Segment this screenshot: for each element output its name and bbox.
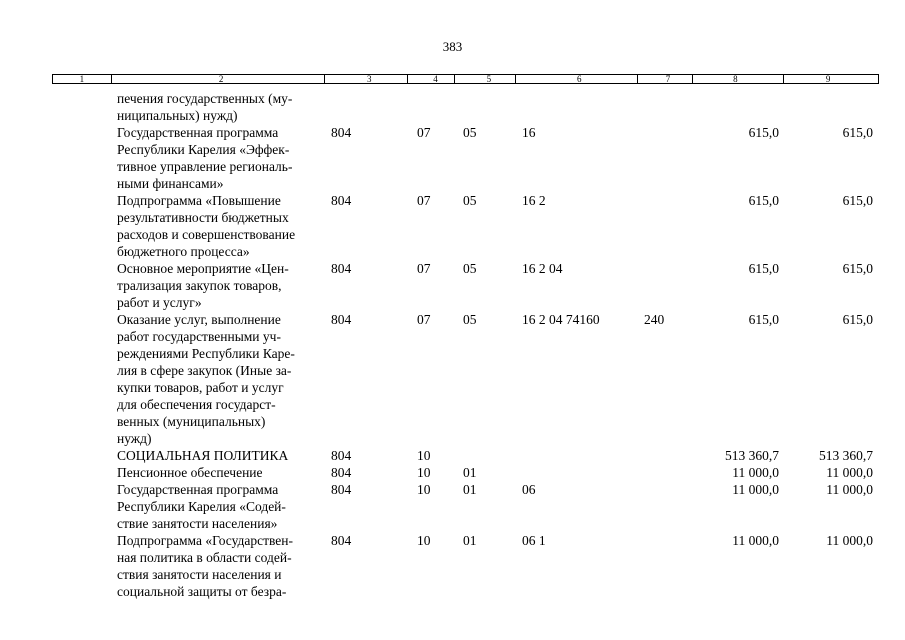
- subsection-cell: 01: [463, 533, 477, 548]
- ministry-code-cell: 804: [331, 448, 352, 463]
- target-article-cell: 16 2 04: [522, 261, 563, 276]
- amount-year2-cell: 11 000,0: [826, 533, 873, 548]
- amount-year2-cell: 11 000,0: [826, 465, 873, 480]
- row-number-cell: [52, 464, 111, 481]
- item-name-line: Оказание услуг, выполнение: [117, 312, 281, 327]
- item-name-line: результативности бюджетных: [117, 210, 289, 225]
- row-number-cell: [52, 481, 111, 532]
- amount-year1-cell: 513 360,7: [725, 448, 779, 463]
- table-row: [52, 447, 879, 464]
- table-row: [52, 311, 879, 447]
- table-row: [52, 124, 879, 192]
- section-cell: 07: [417, 312, 431, 327]
- expense-type-cell: [638, 192, 694, 260]
- amount-year2-cell: [785, 90, 879, 124]
- ministry-code-cell: 804: [331, 193, 352, 208]
- expense-type-cell: [638, 124, 694, 192]
- ministry-code-cell: 804: [331, 465, 352, 480]
- target-article-cell: 16: [522, 125, 536, 140]
- subsection-cell: 05: [463, 261, 477, 276]
- item-name-line: ствия занятости населения и: [117, 567, 282, 582]
- target-article-cell: 06 1: [522, 533, 546, 548]
- item-name-line: расходов и совершенствование: [117, 227, 296, 242]
- item-name-line: работ и услуг»: [117, 295, 202, 310]
- section-cell: 07: [417, 193, 431, 208]
- target-article-cell: 16 2: [522, 193, 546, 208]
- amount-year1-cell: 615,0: [748, 193, 779, 208]
- expense-type-cell: [638, 447, 694, 464]
- header-cell: 1: [53, 75, 112, 83]
- subsection-cell: 05: [463, 312, 477, 327]
- header-cell: 8: [693, 75, 784, 83]
- header-cell: 6: [516, 75, 638, 83]
- ministry-code-cell: 804: [331, 261, 352, 276]
- table-body: [52, 90, 879, 600]
- ministry-code-cell: 804: [331, 312, 352, 327]
- expense-type-cell: [638, 481, 694, 532]
- header-cell: 5: [455, 75, 516, 83]
- item-name-line: работ государственными уч-: [117, 329, 281, 344]
- item-name-line: ниципальных) нужд): [117, 108, 238, 123]
- item-name-line: ствие занятости населения»: [117, 516, 278, 531]
- expense-type-cell: [638, 464, 694, 481]
- item-name-cell: [111, 192, 325, 260]
- amount-year2-cell: 513 360,7: [819, 448, 873, 463]
- expense-type-cell: [638, 260, 694, 311]
- subsection-cell: 05: [463, 125, 477, 140]
- subsection-cell: 01: [463, 465, 477, 480]
- item-name-line: ная политика в области содей-: [117, 550, 292, 565]
- amount-year1-cell: 11 000,0: [732, 465, 779, 480]
- expense-type-cell: [638, 90, 694, 124]
- header-cell: 7: [638, 75, 694, 83]
- amount-year1-cell: 615,0: [748, 125, 779, 140]
- item-name-line: венных (муниципальных): [117, 414, 266, 429]
- row-number-cell: [52, 260, 111, 311]
- item-name-line: социальной защиты от безра-: [117, 584, 287, 599]
- target-article-cell: 16 2 04 74160: [522, 312, 600, 327]
- ministry-code-cell: [325, 90, 408, 124]
- header-cell: 3: [325, 75, 408, 83]
- item-name-cell: [111, 464, 325, 481]
- table-row: [52, 532, 879, 600]
- item-name-line: Подпрограмма «Государствен-: [117, 533, 294, 548]
- expense-type-cell: 240: [644, 312, 665, 327]
- item-name-line: лия в сфере закупок (Иные за-: [117, 363, 292, 378]
- item-name-line: трализация закупок товаров,: [117, 278, 282, 293]
- item-name-cell: [111, 90, 325, 124]
- item-name-cell: [111, 532, 325, 600]
- row-number-cell: [52, 192, 111, 260]
- item-name-line: СОЦИАЛЬНАЯ ПОЛИТИКА: [117, 448, 289, 463]
- table-row: [52, 464, 879, 481]
- section-cell: 07: [417, 261, 431, 276]
- amount-year1-cell: [694, 90, 785, 124]
- item-name-line: ными финансами»: [117, 176, 224, 191]
- item-name-line: Подпрограмма «Повышение: [117, 193, 281, 208]
- ministry-code-cell: 804: [331, 125, 352, 140]
- amount-year1-cell: 11 000,0: [732, 482, 779, 497]
- amount-year2-cell: 615,0: [842, 261, 873, 276]
- item-name-line: реждениями Республики Каре-: [117, 346, 295, 361]
- row-number-cell: [52, 447, 111, 464]
- row-number-cell: [52, 532, 111, 600]
- item-name-line: печения государственных (му-: [117, 91, 293, 106]
- item-name-line: бюджетного процесса»: [117, 244, 250, 259]
- table-header-row: [52, 74, 879, 84]
- subsection-cell: 05: [463, 193, 477, 208]
- item-name-line: Государственная программа: [117, 125, 279, 140]
- item-name-cell: [111, 481, 325, 532]
- page-number: 383: [442, 39, 463, 54]
- row-number-cell: [52, 311, 111, 447]
- amount-year2-cell: 615,0: [842, 193, 873, 208]
- item-name-line: Республики Карелия «Содей-: [117, 499, 286, 514]
- item-name-line: тивное управление региональ-: [117, 159, 293, 174]
- amount-year1-cell: 11 000,0: [732, 533, 779, 548]
- row-number-cell: [52, 124, 111, 192]
- item-name-line: Основное мероприятие «Цен-: [117, 261, 289, 276]
- table-row: [52, 90, 879, 124]
- section-cell: 10: [417, 448, 431, 463]
- header-cell: 9: [825, 74, 831, 84]
- item-name-line: купки товаров, работ и услуг: [117, 380, 284, 395]
- section-cell: 10: [417, 482, 431, 497]
- item-name-cell: [111, 311, 325, 447]
- table-row: [52, 481, 879, 532]
- item-name-line: Государственная программа: [117, 482, 279, 497]
- item-name-line: нужд): [117, 431, 152, 446]
- section-cell: 10: [417, 533, 431, 548]
- section-cell: 10: [417, 465, 431, 480]
- subsection-cell: [455, 447, 516, 464]
- target-article-cell: 06: [522, 482, 536, 497]
- item-name-line: для обеспечения государст-: [117, 397, 276, 412]
- target-article-cell: [516, 90, 638, 124]
- section-cell: [408, 90, 455, 124]
- section-cell: 07: [417, 125, 431, 140]
- subsection-cell: [455, 90, 516, 124]
- row-number-cell: [52, 90, 111, 124]
- amount-year1-cell: 615,0: [748, 312, 779, 327]
- ministry-code-cell: 804: [331, 482, 352, 497]
- item-name-cell: [111, 447, 325, 464]
- header-cell: 4: [408, 75, 455, 83]
- ministry-code-cell: 804: [331, 533, 352, 548]
- amount-year1-cell: 615,0: [748, 261, 779, 276]
- amount-year2-cell: 615,0: [842, 125, 873, 140]
- item-name-cell: [111, 124, 325, 192]
- header-cell: 2: [112, 75, 325, 83]
- target-article-cell: [516, 447, 638, 464]
- subsection-cell: 01: [463, 482, 477, 497]
- item-name-line: Пенсионное обеспечение: [117, 465, 263, 480]
- item-name-line: Республики Карелия «Эффек-: [117, 142, 290, 157]
- expense-type-cell: [638, 532, 694, 600]
- amount-year2-cell: 11 000,0: [826, 482, 873, 497]
- target-article-cell: [516, 464, 638, 481]
- item-name-cell: [111, 260, 325, 311]
- amount-year2-cell: 615,0: [842, 312, 873, 327]
- table-row: [52, 192, 879, 260]
- table-row: [52, 260, 879, 311]
